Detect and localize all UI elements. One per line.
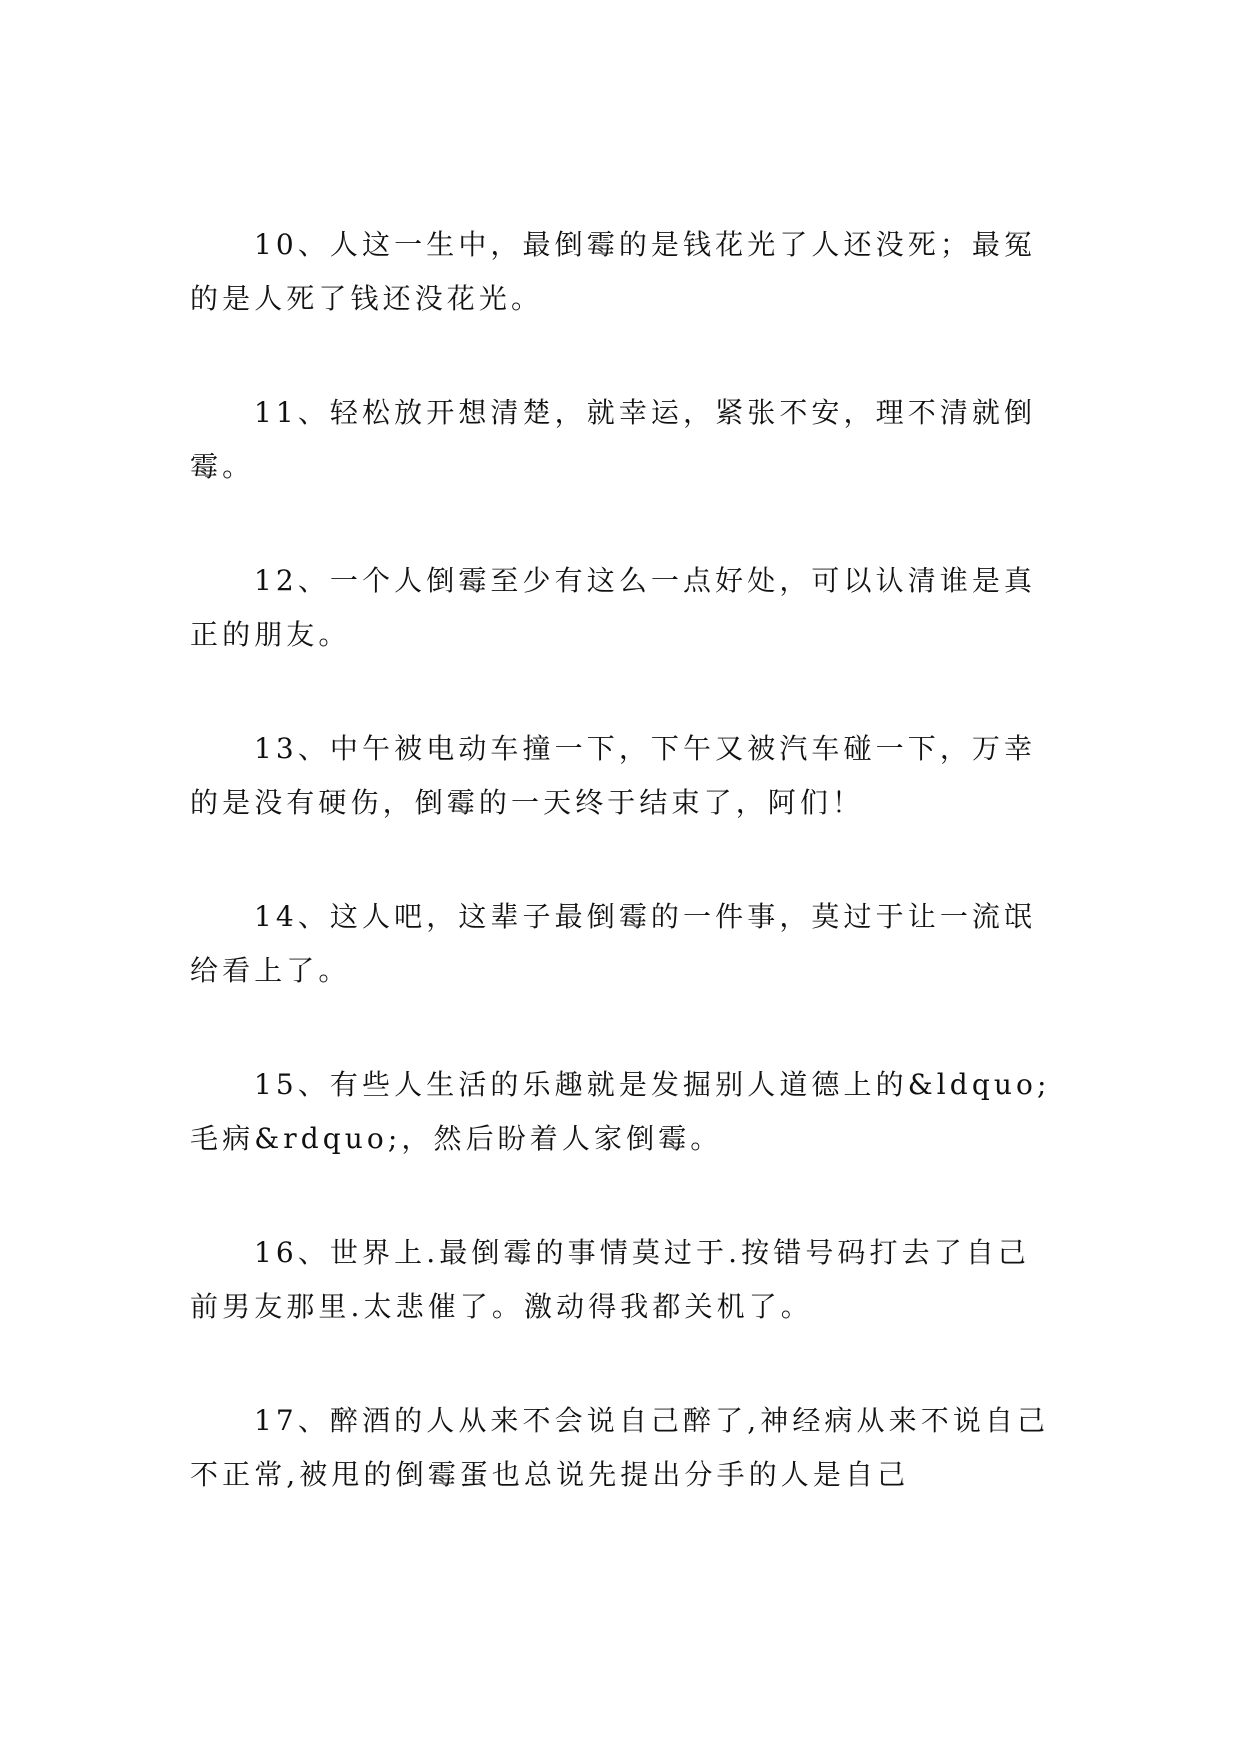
paragraph-12: 12、一个人倒霉至少有这么一点好处，可以认清谁是真正的朋友。 [190,564,1037,651]
paragraph-10: 10、人这一生中，最倒霉的是钱花光了人还没死；最冤的是人死了钱还没花光。 [190,228,1037,315]
paragraph-17: 17、醉酒的人从来不会说自己醉了,神经病从来不说自己不正常,被甩的倒霉蛋也总说先提出分手的人是自己 [190,1404,1050,1491]
paragraph-13: 13、中午被电动车撞一下，下午又被汽车碰一下，万幸的是没有硬伤，倒霉的一天终于结束了，阿们！ [190,732,1037,819]
document-body [190,218,1052,1562]
paragraph-11: 11、轻松放开想清楚，就幸运，紧张不安，理不清就倒霉。 [190,396,1037,483]
paragraph-15: 15、有些人生活的乐趣就是发掘别人道德上的&ldquo;毛病&rdquo;，然后盼着人家倒霉。 [190,1068,1051,1155]
paragraph-16: 16、世界上.最倒霉的事情莫过于.按错号码打去了自己前男友那里.太悲催了。激动得我都关机了。 [190,1236,1031,1323]
paragraph-14: 14、这人吧，这辈子最倒霉的一件事，莫过于让一流氓给看上了。 [190,900,1037,987]
